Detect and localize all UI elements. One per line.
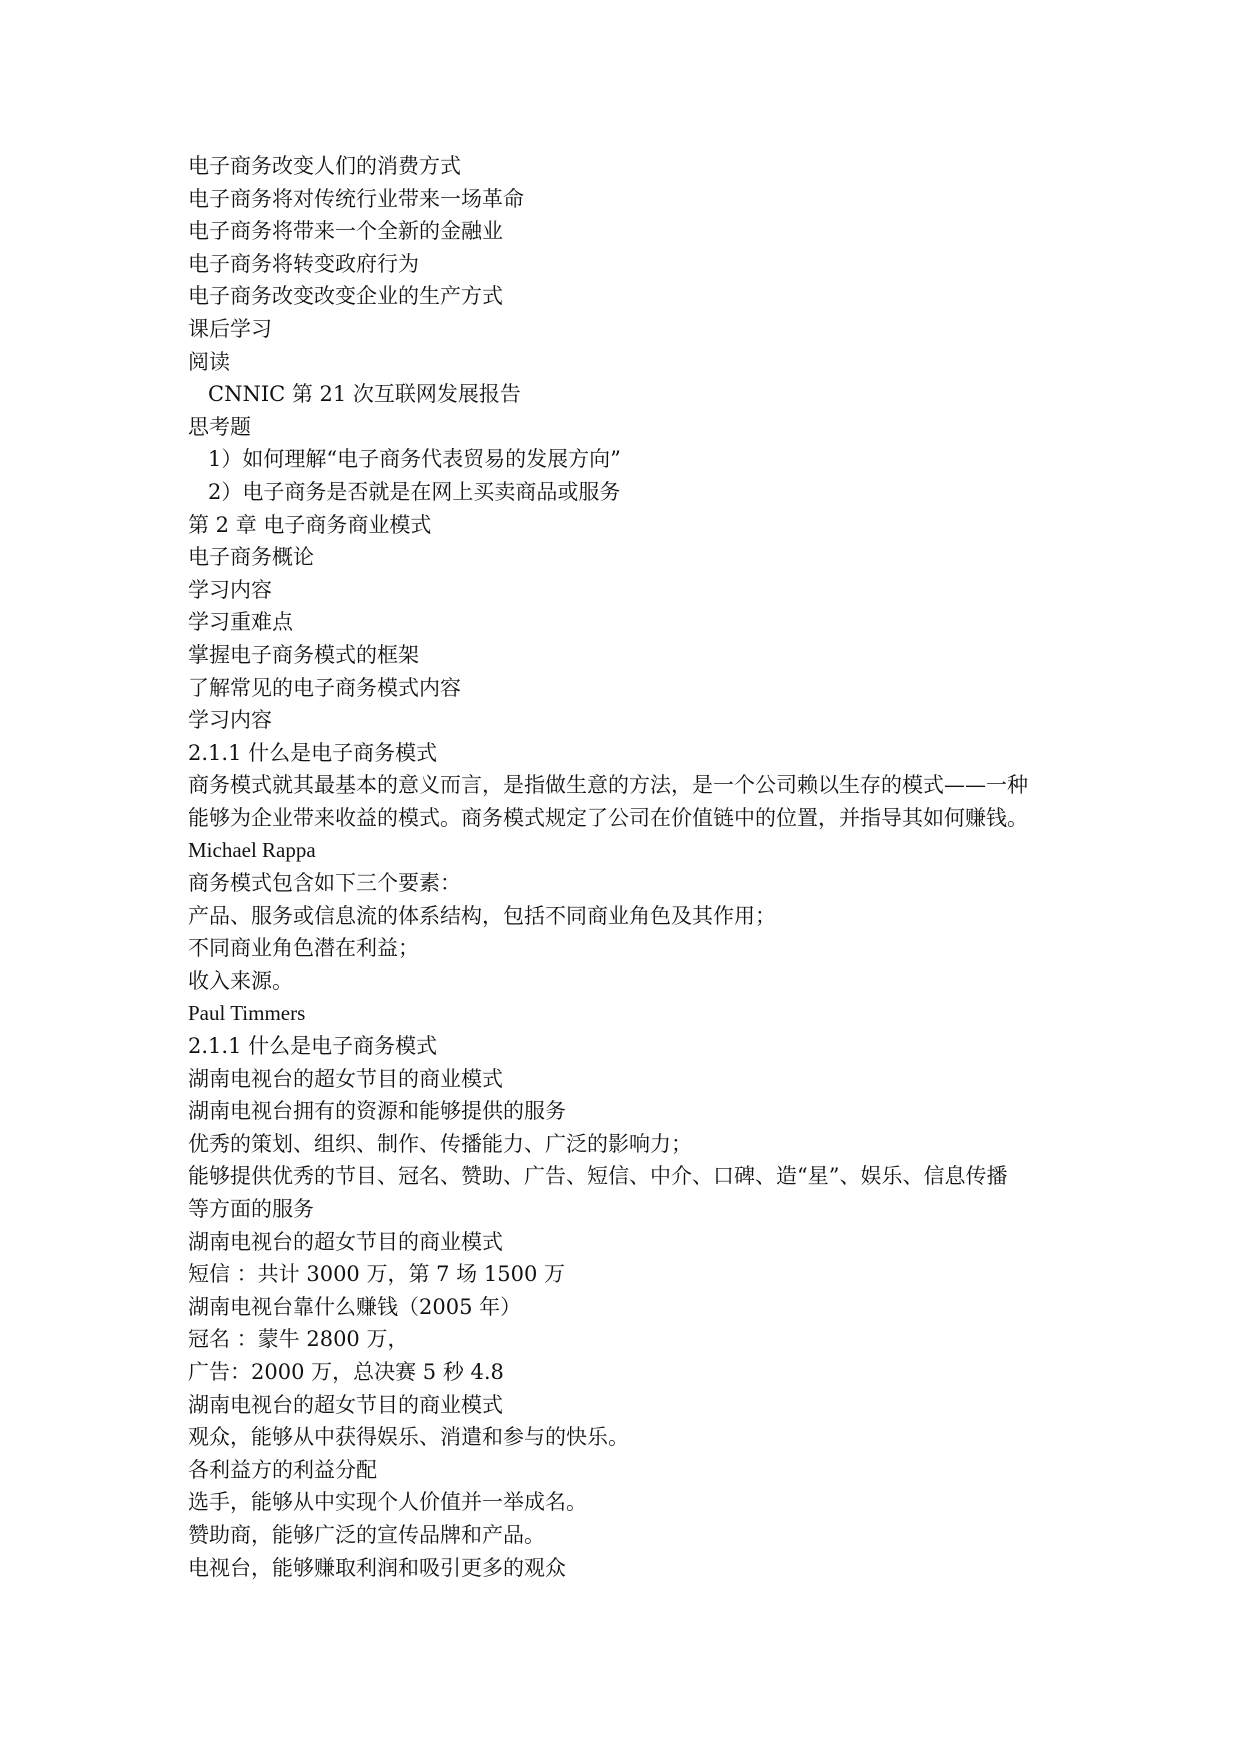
text-line: 湖南电视台的超女节目的商业模式 xyxy=(188,1066,503,1091)
section-number-title: 2.1.1 什么是电子商务模式 xyxy=(188,740,438,765)
text-line: 电视台，能够赚取利润和吸引更多的观众 xyxy=(188,1555,566,1580)
question-item: 2）电子商务是否就是在网上买卖商品或服务 xyxy=(208,479,621,504)
chapter-title: 第 2 章 电子商务商业模式 xyxy=(188,512,432,537)
text-line: 优秀的策划、组织、制作、传播能力、广泛的影响力； xyxy=(188,1131,692,1156)
text-line: 湖南电视台靠什么赚钱（2005 年） xyxy=(188,1294,522,1319)
text-line: 阅读 xyxy=(188,349,230,374)
section-heading: 课后学习 xyxy=(188,316,272,341)
text-line: 了解常见的电子商务模式内容 xyxy=(188,675,461,700)
paragraph-line: 能够为企业带来收益的模式。商务模式规定了公司在价值链中的位置，并指导其如何赚钱。 xyxy=(188,805,1028,830)
text-line: 电子商务改变改变企业的生产方式 xyxy=(188,284,503,309)
reading-item: CNNIC 第 21 次互联网发展报告 xyxy=(208,382,521,407)
author-name: Michael Rappa xyxy=(188,838,316,863)
text-line: 广告：2000 万，总决赛 5 秒 4.8 xyxy=(188,1359,504,1384)
text-line: 学习内容 xyxy=(188,708,272,733)
text-line: 收入来源。 xyxy=(188,968,293,993)
paragraph-line: 能够提供优秀的节目、冠名、赞助、广告、短信、中介、口碑、造“星”、娱乐、信息传播 xyxy=(188,1164,1008,1189)
text-line: 湖南电视台的超女节目的商业模式 xyxy=(188,1229,503,1254)
text-line: 观众，能够从中获得娱乐、消遣和参与的快乐。 xyxy=(188,1425,629,1450)
text-line: 各利益方的利益分配 xyxy=(188,1457,377,1482)
text-line: 湖南电视台的超女节目的商业模式 xyxy=(188,1392,503,1417)
text-line: 电子商务概论 xyxy=(188,545,314,570)
text-line: 商务模式包含如下三个要素： xyxy=(188,871,461,896)
question-item: 1）如何理解“电子商务代表贸易的发展方向” xyxy=(208,447,621,472)
paragraph-line: 等方面的服务 xyxy=(188,1197,314,1221)
text-line: 学习内容 xyxy=(188,577,272,602)
text-line: 电子商务将对传统行业带来一场革命 xyxy=(188,186,524,211)
text-line: 学习重难点 xyxy=(188,610,293,635)
text-line: 电子商务将转变政府行为 xyxy=(188,251,419,276)
document-body xyxy=(188,150,1058,1584)
text-line: 电子商务改变人们的消费方式 xyxy=(188,154,461,178)
text-line: 电子商务将带来一个全新的金融业 xyxy=(188,219,503,244)
section-number-title: 2.1.1 什么是电子商务模式 xyxy=(188,1034,438,1059)
text-line: 不同商业角色潜在利益； xyxy=(188,936,419,961)
text-line: 冠名 ：蒙牛 2800 万， xyxy=(188,1327,409,1352)
text-line: 产品、服务或信息流的体系结构，包括不同商业角色及其作用； xyxy=(188,903,776,928)
paragraph-line: 商务模式就其最基本的意义而言，是指做生意的方法，是一个公司赖以生存的模式——一种 xyxy=(188,773,1028,798)
text-line: 掌握电子商务模式的框架 xyxy=(188,642,419,667)
text-line: 湖南电视台拥有的资源和能够提供的服务 xyxy=(188,1099,566,1124)
text-line: 短信 ：共计 3000 万，第 7 场 1500 万 xyxy=(188,1262,565,1287)
text-line: 选手，能够从中实现个人价值并一举成名。 xyxy=(188,1490,587,1515)
author-name: Paul Timmers xyxy=(188,1001,306,1026)
text-line: 思考题 xyxy=(188,414,251,439)
text-line: 赞助商，能够广泛的宣传品牌和产品。 xyxy=(188,1522,545,1547)
